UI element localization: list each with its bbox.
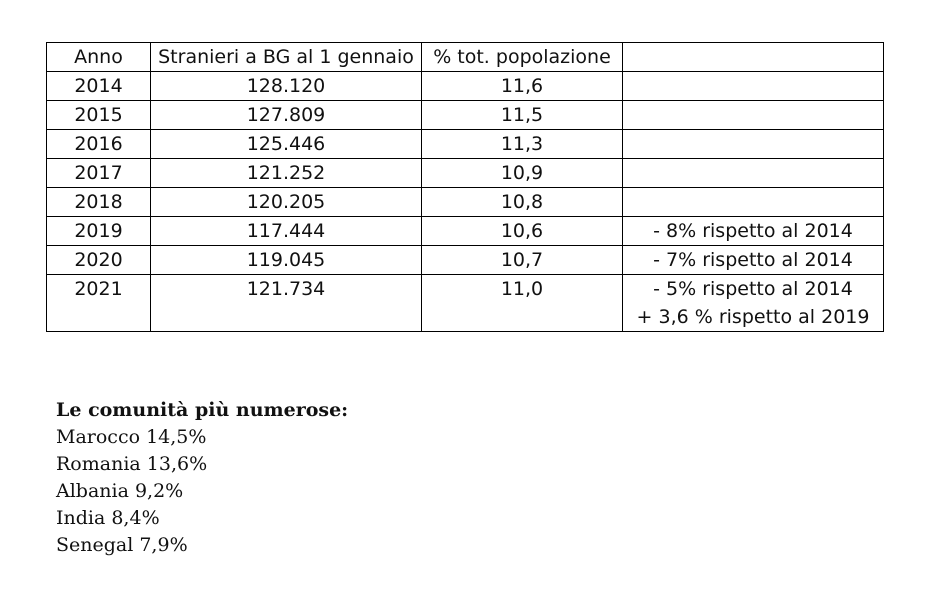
community-item: Albania 9,2% xyxy=(56,480,184,502)
foreigners-cell: 121.252 xyxy=(151,159,422,188)
community-item: Senegal 7,9% xyxy=(56,534,188,556)
percent-cell: 11,0 xyxy=(422,275,623,332)
percent-cell: 11,6 xyxy=(422,72,623,101)
header-foreigners: Stranieri a BG al 1 gennaio xyxy=(151,43,422,72)
note-line: - 5% rispetto al 2014 xyxy=(653,278,853,300)
percent-cell: 10,6 xyxy=(422,217,623,246)
communities-list xyxy=(56,424,348,559)
table-row xyxy=(47,101,884,130)
header-year: Anno xyxy=(47,43,151,72)
notes-cell xyxy=(623,246,884,275)
percent-cell: 11,5 xyxy=(422,101,623,130)
table-row xyxy=(47,246,884,275)
foreigners-cell: 128.120 xyxy=(151,72,422,101)
year-cell: 2014 xyxy=(47,72,151,101)
percent-cell: 10,9 xyxy=(422,159,623,188)
percent-cell: 10,8 xyxy=(422,188,623,217)
note-line: - 8% rispetto al 2014 xyxy=(653,220,853,242)
foreigners-cell: 125.446 xyxy=(151,130,422,159)
year-cell: 2016 xyxy=(47,130,151,159)
notes-cell xyxy=(623,101,884,130)
foreigners-cell: 120.205 xyxy=(151,188,422,217)
table-row xyxy=(47,217,884,246)
table-row xyxy=(47,188,884,217)
table-body xyxy=(47,43,884,332)
communities-section xyxy=(56,397,348,559)
year-cell: 2015 xyxy=(47,101,151,130)
communities-heading: Le comunità più numerose: xyxy=(56,399,349,421)
year-cell: 2017 xyxy=(47,159,151,188)
notes-cell xyxy=(623,188,884,217)
header-percent: % tot. popolazione xyxy=(422,43,623,72)
table-row xyxy=(47,130,884,159)
table-row xyxy=(47,275,884,332)
year-cell: 2018 xyxy=(47,188,151,217)
note-line: + 3,6 % rispetto al 2019 xyxy=(636,306,870,328)
notes-cell xyxy=(623,275,884,332)
notes-cell xyxy=(623,72,884,101)
foreigners-cell: 119.045 xyxy=(151,246,422,275)
note-line: - 7% rispetto al 2014 xyxy=(653,249,853,271)
notes-cell xyxy=(623,159,884,188)
community-item: Romania 13,6% xyxy=(56,453,208,475)
table-row xyxy=(47,72,884,101)
notes-cell xyxy=(623,217,884,246)
community-item: India 8,4% xyxy=(56,507,160,529)
foreigners-cell: 127.809 xyxy=(151,101,422,130)
year-cell: 2021 xyxy=(47,275,151,332)
community-item: Marocco 14,5% xyxy=(56,426,207,448)
foreigners-cell: 117.444 xyxy=(151,217,422,246)
header-row xyxy=(47,43,884,72)
header-notes xyxy=(623,43,884,72)
foreigners-cell: 121.734 xyxy=(151,275,422,332)
percent-cell: 10,7 xyxy=(422,246,623,275)
year-cell: 2019 xyxy=(47,217,151,246)
table-row xyxy=(47,159,884,188)
notes-cell xyxy=(623,130,884,159)
year-cell: 2020 xyxy=(47,246,151,275)
percent-cell: 11,3 xyxy=(422,130,623,159)
foreigners-table xyxy=(46,42,884,332)
